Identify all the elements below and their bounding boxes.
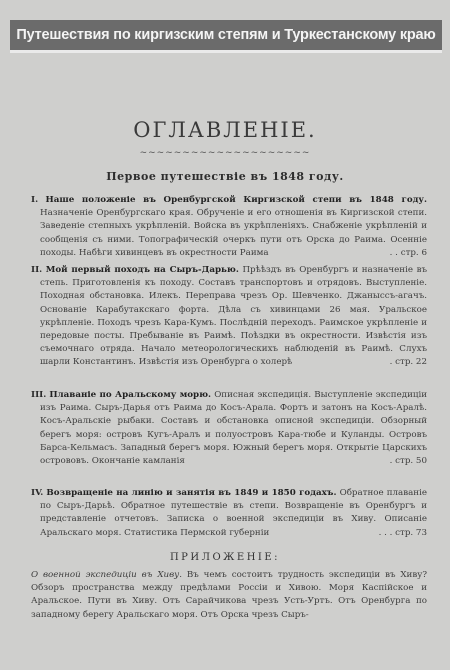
entry-text: Назначеніе Оренбургскаго края. Обрученіе и его отношенія въ Киргизской степи. Заведеніе степныхъ укрѣпленій. Войска въ укрѣпленіяхъ. Снабженіе укрѣпленій и сообщенія съ ними. Топографическій очеркъ пути отъ Орска до Раима. Осенніе походы. Набѣги хивинцевъ въ окрестности Раима (40, 208, 427, 258)
title-ornament: ~~~~~~~~~~~~~~~~~~~~ (139, 148, 311, 158)
appendix-lead: О военной экспедиціи въ Хиву. (31, 570, 182, 580)
entry-heading: Мой первый походъ на Сыръ-Дарью. (45, 265, 239, 275)
header-band (10, 20, 442, 53)
toc-title: ОГЛАВЛЕНІЕ. (133, 118, 317, 142)
entry-number: I. (31, 195, 39, 205)
entry-heading: Плаваніе по Аральскому морю. (49, 390, 212, 400)
entry-number: II. (31, 265, 43, 275)
entry-page: . стр. 50 (389, 456, 427, 467)
entry-text: Обратное плаваніе по Сыръ-Дарьѣ. Обратное путешествіе въ степи. Возвращеніе въ Оренбургъ и представленіе отчетовъ. Записка о военной экспедиціи въ Хиву. Описаніе Аральскаго моря. Статистика Пермской губерніи (40, 488, 427, 538)
appendix-title: ПРИЛОЖЕНІЕ: (169, 552, 281, 563)
toc-entry (31, 389, 427, 468)
entry-number: IV. (31, 488, 44, 498)
toc-entry (31, 194, 427, 260)
book-title: Путешествия по киргизским степям и Туркестанскому краю (16, 27, 436, 43)
entry-text: Описная экспедиція. Выступленіе экспедиціи изъ Раима. Сыръ-Дарья отъ Раима до Косъ-Арала. Фортъ и затонъ на Косъ-Аралѣ. Косъ-Аральскіе рыбаки. Составъ и обстановка описной экспедиціи. Обзорный берегъ моря: островъ Кугъ-Аралъ и полуостровъ Кара-тюбе и Куланды. Островъ Барса-Кельмасъ. Западный берегъ моря. Южный берегъ моря. Открытіе Царскихъ острововъ. Окончаніе камланія (40, 390, 428, 467)
entry-page: . . стр. 6 (389, 247, 427, 258)
entry-heading: Возвращеніе на линію и занятія въ 1849 и 1850 годахъ. (46, 488, 337, 498)
entry-number: III. (31, 390, 47, 400)
entry-page: . стр. 22 (389, 357, 427, 368)
appendix-text (31, 569, 427, 622)
entry-heading: Наше положеніе въ Оренбургской Киргизской степи въ 1848 году. (45, 195, 427, 205)
appendix-body: Въ чемъ состоитъ трудность экспедиціи въ Хиву? Обзоръ пространства между предѣлами Россіи и Хивою. Моря Каспійское и Аральское. Пути въ Хиву. Отъ Сарайчикова чрезъ Усть-Уртъ. Отъ Оренбурга по западному берегу Аральскаго моря. Отъ Орска чрезъ Сыръ- (31, 570, 428, 620)
toc-entry (31, 264, 427, 370)
toc-entry (31, 487, 427, 540)
journey-title: Первое путешествіе въ 1848 году. (106, 170, 344, 183)
entry-text: Прѣѣздъ въ Оренбургъ и назначеніе въ степь. Приготовленія къ походу. Составъ транспортовъ и отрядовъ. Выступленіе. Походная обстановка. Илекъ. Переправа чрезъ Ор. Шевченко. Джаныссъ-агачъ. Основаніе Карабутакскаго форта. Дѣла съ хивинцами 26 мая. Уральское укрѣпленіе. Походъ чрезъ Кара-Кумъ. Послѣдній переходъ. Раимское укрѣпленіе и передовые посты. Пребываніе въ Раимѣ. Поѣздки въ окрестности. Извѣстія изъ съемочнаго отряда. Начало метеорологическихъ наблюденій въ Раимѣ. Слухъ шарли Константинъ. Извѣстія изъ Оренбурга о холерѣ (40, 265, 427, 368)
entry-page: . . . стр. 73 (378, 527, 427, 538)
